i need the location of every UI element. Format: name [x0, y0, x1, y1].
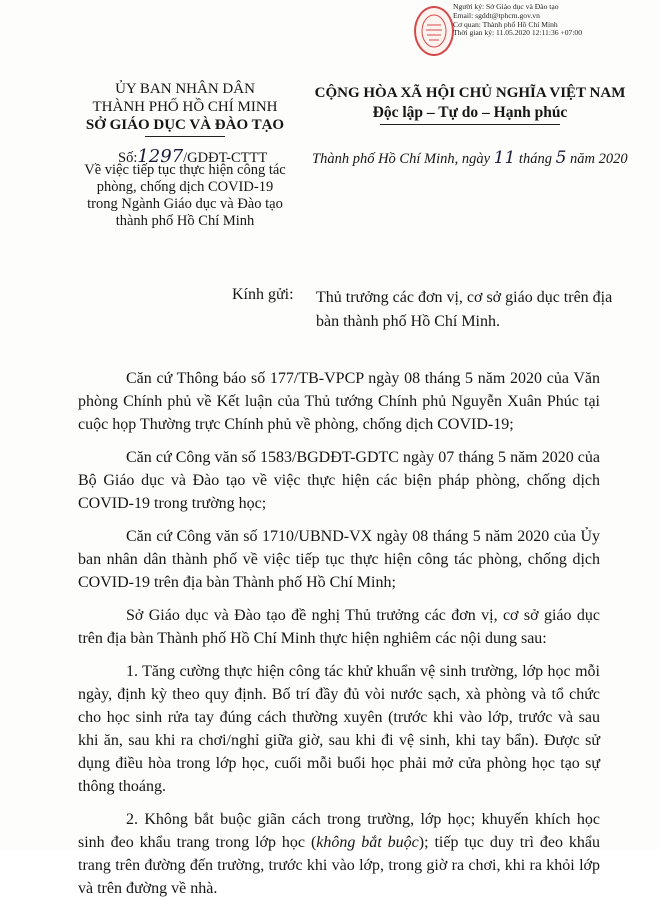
document-date — [312, 148, 652, 168]
body-paragraph: Căn cứ Công văn số 1710/UBND-VX ngày 08 tháng 5 năm 2020 của Ủy ban nhân dân thành phố về việc tiếp tục thực hiện công tác phòng, chống dịch COVID-19 trên địa bàn Thành phố Hồ Chí Minh; — [78, 528, 600, 591]
recipient-label: Kính gửi: — [232, 286, 294, 303]
p6-italic-note: không bắt buộc — [316, 834, 419, 851]
date-day-handwritten: 11 — [493, 148, 516, 168]
signature-agency: Cơ quan: Thành phố Hồ Chí Minh — [453, 19, 558, 29]
date-place: Thành phố Hồ Chí Minh, ngày — [312, 151, 491, 167]
date-year: năm 2020 — [570, 151, 628, 167]
signature-signer: Người ký: Sở Giáo dục và Đào tạo — [453, 2, 559, 11]
body-paragraph: Căn cứ Thông báo số 177/TB-VPCP ngày 08 tháng 5 năm 2020 của Văn phòng Chính phủ về Kết luận của Thủ tướng Chính phủ Nguyễn Xuân Phúc tại cuộc họp Thường trực Chính phủ về phòng, chống dịch COVID-19; — [78, 370, 600, 433]
subject-line: Về việc tiếp tục thực hiện công tác — [84, 162, 286, 178]
national-header — [290, 83, 650, 125]
document-subject — [70, 162, 300, 230]
authority-underline — [145, 136, 225, 137]
signature-info — [453, 3, 658, 38]
recipient-text: Thủ trưởng các đơn vị, cơ sở giáo dục trên địa bàn thành phố Hồ Chí Minh. — [316, 289, 613, 330]
doc-number-prefix: Số: — [118, 150, 138, 166]
date-month-handwritten: 5 — [555, 148, 567, 168]
document-body — [78, 367, 600, 900]
doc-number-handwritten: 1297 — [137, 146, 184, 167]
seal-icon — [419, 11, 449, 51]
body-paragraph: Sở Giáo dục và Đào tạo đề nghị Thủ trưởng các đơn vị, cơ sở giáo dục trên địa bàn Thành phố Hồ Chí Minh thực hiện nghiêm các nội dung sau: — [78, 607, 600, 647]
national-motto: Độc lập – Tự do – Hạnh phúc — [372, 104, 568, 121]
motto-underline — [380, 124, 560, 125]
body-paragraph: Căn cứ Công văn số 1583/BGDĐT-GDTC ngày 07 tháng 5 năm 2020 của Bộ Giáo dục và Đào tạo về việc thực hiện các biện pháp phòng, chống dịch COVID-19 trong trường học; — [78, 449, 600, 512]
digital-signature-seal — [414, 6, 454, 56]
authority-line-1: ỦY BAN NHÂN DÂN — [115, 81, 255, 97]
body-paragraph: 1. Tăng cường thực hiện công tác khử khuẩn vệ sinh trường, lớp học mỗi ngày, định kỳ theo quy định. Bố trí đầy đủ vòi nước sạch, xà phòng và tổ chức cho học sinh rửa tay đúng cách thường xuyên (trước khi vào lớp, trước và sau khi ăn, sau khi ra chơi/nghỉ giữa giờ, sau khi đi vệ sinh, khi tay bẩn). Được sử dụng điều hòa trong lớp học, cuối mỗi buổi học phải mở cửa phòng học tạo sự thông thoáng. — [78, 663, 600, 795]
body-paragraph — [78, 808, 600, 900]
date-month-word: tháng — [518, 151, 552, 167]
authority-line-3: SỞ GIÁO DỤC VÀ ĐÀO TẠO — [85, 117, 285, 133]
doc-number-suffix: /GDĐT-CTTT — [183, 150, 268, 166]
subject-line: trong Ngành Giáo dục và Đào tạo — [87, 196, 283, 212]
authority-line-2: THÀNH PHỐ HỒ CHÍ MINH — [92, 99, 278, 115]
p6-text-c: ); tiếp tục duy trì đeo khẩu trang trên đường đến trường, trước khi vào lớp, trong giờ ra chơi, khi ra khỏi lớp và trên đường về nhà. — [78, 834, 601, 897]
subject-line: thành phố Hồ Chí Minh — [115, 213, 255, 229]
signature-email: Email: sgddt@tphcm.gov.vn — [453, 10, 540, 20]
signature-time: Thời gian ký: 11.05.2020 12:11:36 +07:00 — [453, 28, 583, 38]
subject-line: phòng, chống dịch COVID-19 — [96, 179, 274, 195]
issuing-authority — [60, 80, 310, 137]
p6-text-a: 2. Không bắt buộc giãn cách trong trường, lớp học; khuyến khích học sinh đeo khẩu trang trong lớp học ( — [78, 811, 600, 851]
nation-title: CỘNG HÒA XÃ HỘI CHỦ NGHĨA VIỆT NAM — [314, 85, 626, 101]
